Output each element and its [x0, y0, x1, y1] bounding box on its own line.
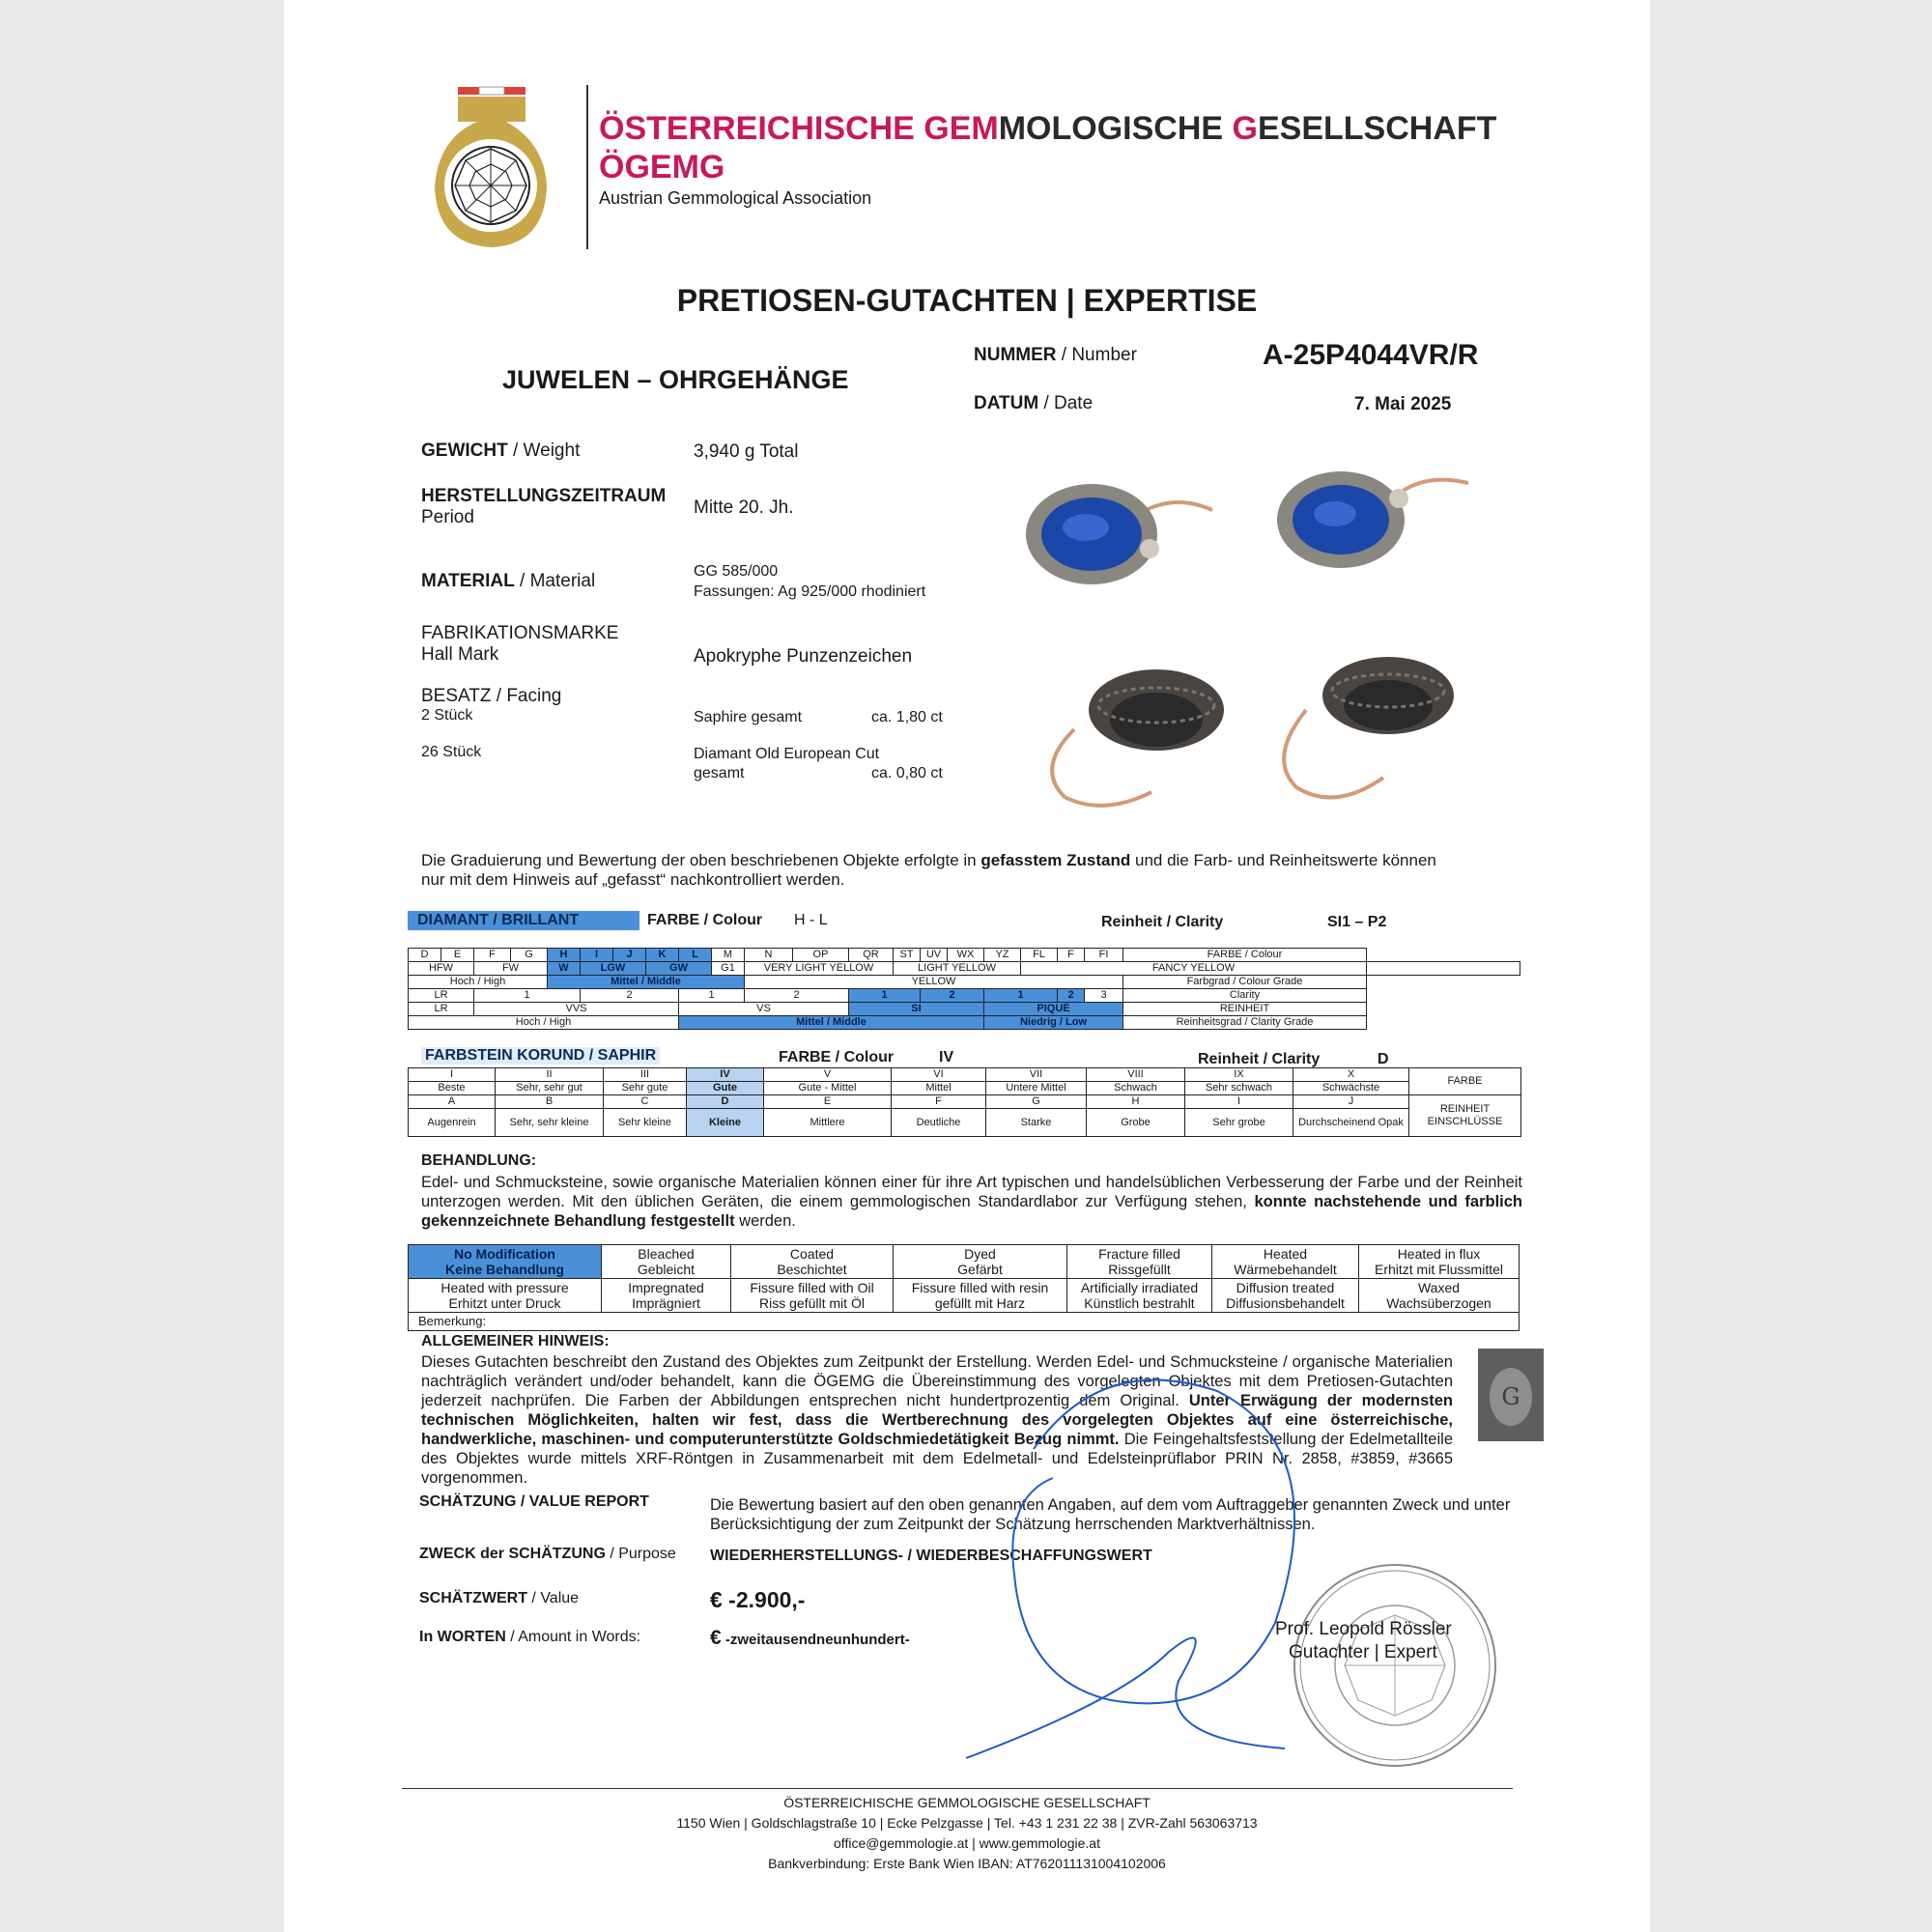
colour-L: L: [679, 949, 712, 962]
cs-grade-V: V: [764, 1068, 892, 1082]
cs-purity-B: B: [496, 1095, 604, 1109]
period-label: HERSTELLUNGSZEITRAUM: [421, 486, 667, 506]
grade-GW: GW: [646, 962, 712, 976]
treatment-heated: Heated Wärmebehandelt: [1212, 1245, 1359, 1279]
coloured-colour-label: FARBE / Colour: [779, 1049, 895, 1065]
treatment-table: [408, 1244, 1520, 1331]
cs-incl-1: Sehr, sehr kleine: [496, 1109, 604, 1137]
cs-incl-3: Kleine: [687, 1109, 764, 1137]
coloured-stone-table: [408, 1067, 1521, 1137]
cs-colour-3: Gute: [687, 1082, 764, 1095]
hallmark-label: FABRIKATIONSMARKE: [421, 623, 619, 643]
clarity-P3: 3: [1085, 989, 1123, 1003]
clarity-P2: 2: [1058, 989, 1085, 1003]
cs-incl-7: Grobe: [1087, 1109, 1185, 1137]
colour-WX: WX: [948, 949, 984, 962]
footer-bank: Bankverbindung: Erste Bank Wien IBAN: AT762011131004102006: [768, 1856, 1166, 1871]
cs-colour-6: Untere Mittel: [986, 1082, 1087, 1095]
treatment-no-modification: No Modification Keine Behandlung: [409, 1245, 602, 1279]
facing-stone-2b: gesamt: [694, 765, 745, 781]
purity-LR: LR: [409, 1003, 474, 1016]
colour-YZ: YZ: [984, 949, 1021, 962]
treatment-heated-flux: Heated in flux Erhitzt mit Flussmittel: [1359, 1245, 1520, 1279]
cs-grade-IX: IX: [1185, 1068, 1293, 1082]
diamond-clarity-value: SI1 – P2: [1327, 914, 1387, 930]
grade-blank: [1367, 962, 1520, 976]
colour-I: I: [581, 949, 613, 962]
cs-incl-6: Starke: [986, 1109, 1087, 1137]
diamond-colour-value: H - L: [794, 912, 828, 928]
cs-colour-2: Sehr gute: [604, 1082, 687, 1095]
estimated-value: € -2.900,-: [710, 1587, 806, 1612]
clarity-VS1: 1: [679, 989, 745, 1003]
treatment-bleached: Bleached Gebleicht: [602, 1245, 731, 1279]
colour-grade-label: Farbgrad / Colour Grade: [1123, 976, 1367, 989]
value-report-label: SCHÄTZUNG / VALUE REPORT: [419, 1493, 649, 1510]
material-value-2: Fassungen: Ag 925/000 rhodiniert: [694, 583, 926, 600]
diamond-clarity-label: Reinheit / Clarity: [1101, 914, 1224, 930]
cs-purity-A: A: [409, 1095, 496, 1109]
coloured-colour-value: IV: [939, 1049, 954, 1065]
earring-photo-back: [1026, 652, 1470, 816]
coloured-clarity-label: Reinheit / Clarity: [1198, 1051, 1321, 1067]
facing-stone-2a: Diamant Old European Cut: [694, 746, 880, 762]
material-value-1: GG 585/000: [694, 563, 779, 580]
colour-N: N: [745, 949, 793, 962]
weight-value: 3,940 g Total: [694, 441, 799, 462]
facing-stone-1: Saphire gesamt: [694, 709, 803, 725]
cs-side-colour: FARBE: [1409, 1068, 1521, 1095]
words-label: In WORTEN / Amount in Words:: [419, 1629, 641, 1645]
cs-incl-0: Augenrein: [409, 1109, 496, 1137]
notice-text: Dieses Gutachten beschreibt den Zustand des Objektes zum Zeitpunkt der Erstellung. Werden Edel- und Schmucksteine / organische Materialien nachträglich verändert und/oder behandelt, kann die ÖGEMG die Übereinstimmung des vorgelegten Objektes mit dem Pretiosen-Gutachten jederzeit nachprüfen. Die Farben der Abbildungen entsprechen nicht hundertprozentig dem Original. Unter Erwägung der modernsten technischen Möglichkeiten, halten wir fest, dass die Wertberechnung des vorgelegten Objektes auf eine österreichische, handwerkliche, maschinen- und computerunterstützte Goldschmiedetätigkeit Bezug nimmt. Die Feingehaltsfeststellung der Edelmetallteile des Objektes wurde mittels XRF-Röntgen in Zusammenarbeit mit dem Edelmetall- und Edelsteinprüflabor PRIN Nr. 2858, #3859, #3665 vorgenommen.: [421, 1353, 1454, 1487]
cs-grade-VII: VII: [986, 1068, 1087, 1082]
cs-purity-D: D: [687, 1095, 764, 1109]
cs-colour-1: Sehr, sehr gut: [496, 1082, 604, 1095]
treatment-waxed: Waxed Wachsüberzogen: [1359, 1279, 1520, 1313]
certificate-page: [284, 0, 1650, 1932]
purpose-value: WIEDERHERSTELLUNGS- / WIEDERBESCHAFFUNGSWERT: [710, 1548, 1152, 1564]
colour-grade-high: Hoch / High: [409, 976, 548, 989]
treatment-diffusion: Diffusion treated Diffusionsbehandelt: [1212, 1279, 1359, 1313]
earring-photo-front: [1014, 462, 1478, 587]
clarity-SI2: 2: [921, 989, 984, 1003]
clarity-grade-low: Niedrig / Low: [984, 1016, 1123, 1030]
logo-divider: [586, 85, 588, 249]
cs-grade-I: I: [409, 1068, 496, 1082]
cs-grade-II: II: [496, 1068, 604, 1082]
hallmark-value: Apokryphe Punzenzeichen: [694, 646, 913, 667]
date-value: 7. Mai 2025: [1354, 394, 1452, 414]
facing-count-2: 26 Stück: [421, 744, 482, 760]
grade-very-light-yellow: VERY LIGHT YELLOW: [745, 962, 894, 976]
treatment-impregnated: Impregnated Imprägniert: [602, 1279, 731, 1313]
cs-incl-8: Sehr grobe: [1185, 1109, 1293, 1137]
treatment-irradiated: Artificially irradiated Künstlich bestrahlt: [1067, 1279, 1212, 1313]
colour-row-label: FARBE / Colour: [1123, 949, 1367, 962]
clarity-grade-middle: Mittel / Middle: [679, 1016, 984, 1030]
signature-scribble: [966, 1333, 1372, 1777]
purity-label: REINHEIT: [1123, 1003, 1367, 1016]
grade-HFW: HFW: [409, 962, 474, 976]
treatment-dyed: Dyed Gefärbt: [894, 1245, 1067, 1279]
cs-grade-VIII: VIII: [1087, 1068, 1185, 1082]
value-label: SCHÄTZWERT / Value: [419, 1590, 580, 1606]
footer-contact: office@gemmologie.at | www.gemmologie.at: [834, 1835, 1100, 1851]
treatment-heated-pressure: Heated with pressure Erhitzt unter Druck: [409, 1279, 602, 1313]
cs-grade-X: X: [1293, 1068, 1409, 1082]
cs-grade-IV: IV: [687, 1068, 764, 1082]
grade-fancy-yellow: FANCY YELLOW: [1021, 962, 1367, 976]
grade-light-yellow: LIGHT YELLOW: [894, 962, 1021, 976]
signatory-role: Gutachter | Expert: [1289, 1642, 1437, 1662]
colour-FL: FL: [1021, 949, 1058, 962]
notice-heading: ALLGEMEINER HINWEIS:: [421, 1333, 610, 1350]
diamond-heading: DIAMANT / BRILLANT: [408, 911, 639, 930]
diamond-grading-table: [408, 948, 1520, 1030]
treatment-remark: Bemerkung:: [409, 1313, 1520, 1331]
cs-colour-7: Schwach: [1087, 1082, 1185, 1095]
cs-colour-9: Schwächste: [1293, 1082, 1409, 1095]
grade-LGW: LGW: [581, 962, 646, 976]
document-title: PRETIOSEN-GUTACHTEN | EXPERTISE: [676, 283, 1258, 318]
grade-W: W: [548, 962, 581, 976]
svg-text:G: G: [1501, 1383, 1520, 1410]
colour-grade-middle: Mittel / Middle: [548, 976, 745, 989]
treatment-fracture-filled: Fracture filled Rissgefüllt: [1067, 1245, 1212, 1279]
grade-G1: G1: [712, 962, 745, 976]
cs-colour-8: Sehr schwach: [1185, 1082, 1293, 1095]
colour-ST: ST: [894, 949, 921, 962]
org-name: ÖSTERREICHISCHE GEMMOLOGISCHE GESELLSCHAFT: [599, 110, 1497, 147]
colour-QR: QR: [849, 949, 894, 962]
clarity-VVS2: 2: [581, 989, 679, 1003]
cs-purity-I: I: [1185, 1095, 1293, 1109]
weight-label: GEWICHT / Weight: [421, 440, 581, 461]
date-label: DATUM / Date: [974, 393, 1094, 413]
diamond-colour-label: FARBE / Colour: [647, 912, 763, 928]
purpose-label: ZWECK der SCHÄTZUNG / Purpose: [419, 1546, 676, 1562]
colour-G: G: [511, 949, 548, 962]
org-english: Austrian Gemmological Association: [599, 188, 872, 208]
cs-colour-5: Mittel: [892, 1082, 986, 1095]
cs-purity-J: J: [1293, 1095, 1409, 1109]
facing-ct-1: ca. 1,80 ct: [871, 709, 943, 725]
clarity-VS2: 2: [745, 989, 849, 1003]
footer-org: ÖSTERREICHISCHE GEMMOLOGISCHE GESELLSCHAFT: [783, 1795, 1151, 1810]
grade-FW: FW: [474, 962, 548, 976]
cs-incl-5: Deutliche: [892, 1109, 986, 1137]
colour-F2: F: [1058, 949, 1085, 962]
cs-side-clarity: REINHEIT EINSCHLÜSSE: [1409, 1095, 1521, 1137]
words-value: € -zweitausendneunhundert-: [710, 1627, 910, 1649]
cs-purity-E: E: [764, 1095, 892, 1109]
cs-grade-VI: VI: [892, 1068, 986, 1082]
footer-rule: [402, 1788, 1513, 1789]
number-value: A-25P4044VR/R: [1263, 339, 1479, 371]
cs-grade-III: III: [604, 1068, 687, 1082]
treatment-oil: Fissure filled with Oil Riss gefüllt mit Öl: [731, 1279, 894, 1313]
colour-H: H: [548, 949, 581, 962]
number-label: NUMMER / Number: [974, 345, 1137, 365]
colour-UV: UV: [921, 949, 948, 962]
clarity-SI1: 1: [849, 989, 921, 1003]
facing-count-1: 2 Stück: [421, 707, 473, 724]
clarity-label: Clarity: [1123, 989, 1367, 1003]
colour-M: M: [712, 949, 745, 962]
colour-OP: OP: [793, 949, 849, 962]
clarity-P1: 1: [984, 989, 1058, 1003]
facing-ct-2: ca. 0,80 ct: [871, 765, 943, 781]
colour-D: D: [409, 949, 441, 962]
purity-VS: VS: [679, 1003, 849, 1016]
signatory-name: Prof. Leopold Rössler: [1275, 1619, 1452, 1639]
treatment-resin: Fissure filled with resin gefüllt mit Harz: [894, 1279, 1067, 1313]
footer-address: 1150 Wien | Goldschlagstraße 10 | Ecke Pelzgasse | Tel. +43 1 231 22 38 | ZVR-Zahl 563063713: [676, 1815, 1258, 1831]
cs-purity-C: C: [604, 1095, 687, 1109]
hallmark-photo: [1478, 1349, 1544, 1441]
cs-purity-H: H: [1087, 1095, 1185, 1109]
period-label-en: Period: [421, 507, 474, 527]
facing-label: BESATZ / Facing: [421, 686, 562, 706]
cs-colour-0: Beste: [409, 1082, 496, 1095]
clarity-grade-label: Reinheitsgrad / Clarity Grade: [1123, 1016, 1367, 1030]
colour-grade-yellow: YELLOW: [745, 976, 1123, 989]
clarity-grade-high: Hoch / High: [409, 1016, 679, 1030]
coloured-clarity-value: D: [1378, 1051, 1389, 1067]
cs-purity-F: F: [892, 1095, 986, 1109]
coloured-heading: FARBSTEIN KORUND / SAPHIR: [421, 1047, 660, 1065]
clarity-LR: LR: [409, 989, 474, 1003]
material-label: MATERIAL / Material: [421, 571, 596, 591]
cs-incl-4: Mittlere: [764, 1109, 892, 1137]
purity-VVS: VVS: [474, 1003, 679, 1016]
purity-pique: PIQUÉ: [984, 1003, 1123, 1016]
hallmark-label-en: Hall Mark: [421, 644, 499, 665]
colour-J: J: [613, 949, 646, 962]
ogemg-logo: [429, 85, 554, 254]
treatment-heading: BEHANDLUNG:: [421, 1152, 537, 1169]
org-acronym: ÖGEMG: [599, 149, 725, 185]
document-subtitle: JUWELEN – OHRGEHÄNGE: [502, 365, 849, 394]
colour-K: K: [646, 949, 679, 962]
period-value: Mitte 20. Jh.: [694, 497, 794, 518]
grading-note: Die Graduierung und Bewertung der oben beschriebenen Objekte erfolgte in gefasstem Zustand und die Farb- und Reinheitswerte können nur mit dem Hinweis auf „gefasst“ nachkontrolliert werden.: [421, 851, 1436, 889]
treatment-text: Edel- und Schmucksteine, sowie organische Materialien können einer für ihre Art typischen und handelsüblichen Verbesserung der Farbe und der Reinheit unterzogen werden. Mit den üblichen Geräten, die einem gemmologischen Standardlabor zur Verfügung stehen, konnte nachstehende und farblich gekennzeichnete Behandlung festgestellt werden.: [421, 1174, 1522, 1230]
treatment-coated: Coated Beschichtet: [731, 1245, 894, 1279]
clarity-VVS1: 1: [474, 989, 581, 1003]
cs-incl-9: Durchscheinend Opak: [1293, 1109, 1409, 1137]
cs-colour-4: Gute - Mittel: [764, 1082, 892, 1095]
colour-F: F: [474, 949, 511, 962]
cs-purity-G: G: [986, 1095, 1087, 1109]
colour-FI: FI: [1085, 949, 1123, 962]
cs-incl-2: Sehr kleine: [604, 1109, 687, 1137]
value-report-text: Die Bewertung basiert auf den oben genannten Angaben, auf dem vom Auftraggeber genannten Zweck und unter Berücksichtigung der zum Zeitpunkt der Schätzung herrschenden Marktverhältnissen.: [710, 1496, 1511, 1533]
purity-SI: SI: [849, 1003, 984, 1016]
colour-E: E: [441, 949, 474, 962]
